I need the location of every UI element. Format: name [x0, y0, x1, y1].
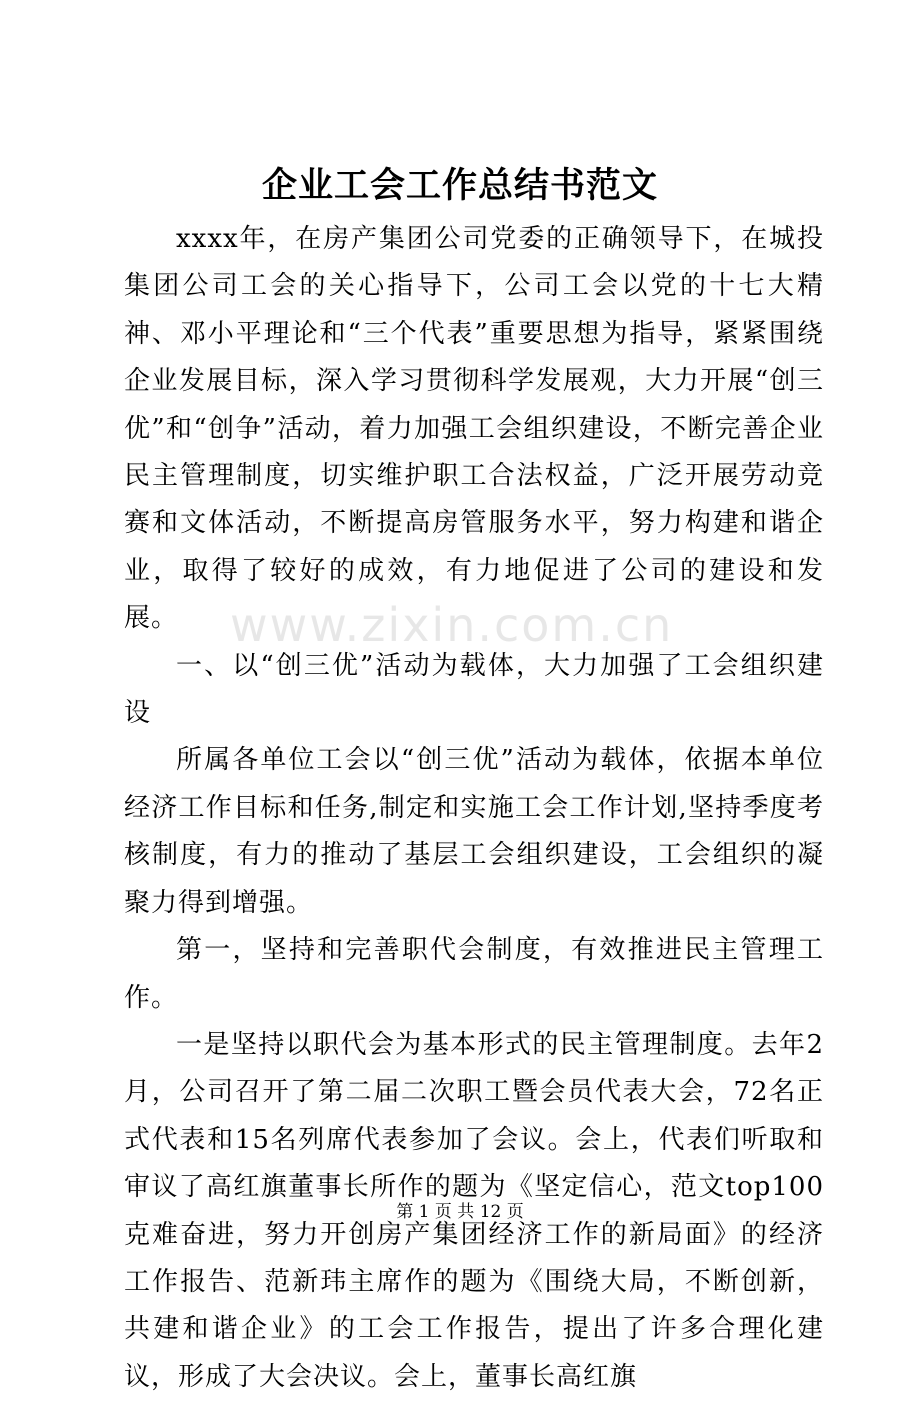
watermark: www.zixin.com.cn — [230, 598, 674, 652]
paragraph-subsection-1: 一是坚持以职代会为基本形式的民主管理制度。去年2月，公司召开了第二届二次职工暨会员代表大会，72名正式代表和15名列席代表参加了会议。会上，代表们听取和审议了高红旗董事长所作的题为《坚定信心，范文top100克难奋进，努力开创房产集团经济工作的新局面》的经济工作报告、范新玮主席作的题为《围绕大局，不断创新，共建和谐企业》的工会工作报告，提出了许多合理化建议，形成了大会决议。会上，董事长高红旗 — [124, 1029, 824, 1392]
subsection-heading-1: 第一，坚持和完善职代会制度，有效推进民主管理工作。 — [124, 935, 824, 1013]
section-heading-1: 一、以“创三优”活动为载体，大力加强了工会组织建设 — [124, 650, 824, 729]
paragraph-intro: xxxx年，在房产集团公司党委的正确领导下，在城投集团公司工会的关心指导下，公司工会以党的十七大精神、邓小平理论和“三个代表”重要思想为指导，紧紧围绕企业发展目标，深入学习贯彻科学发展观，大力开展“创三优”和“创争”活动，着力加强工会组织建设，不断完善企业民主管理制度，切实维护职工合法权益，广泛开展劳动竞赛和文体活动，不断提高房管服务水平，努力构建和谐企业，取得了较好的成效，有力地促进了公司的建设和发展。 — [124, 224, 824, 634]
document-title: 企业工会工作总结书范文 — [261, 165, 658, 206]
paragraph-section-1: 所属各单位工会以“创三优”活动为载体，依据本单位经济工作目标和任务,制定和实施工会工作计划,坚持季度考核制度，有力的推动了基层工会组织建设，工会组织的凝聚力得到增强。 — [124, 745, 824, 918]
page-footer: 第 1 页 共 12 页 — [396, 1202, 524, 1222]
